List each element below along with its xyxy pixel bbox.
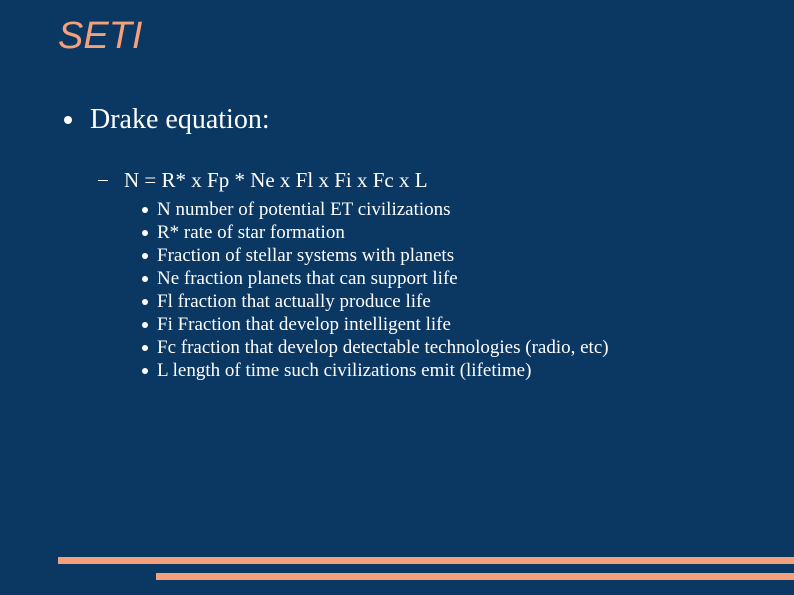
term-text: Fl fraction that actually produce life	[157, 291, 431, 312]
bullet-dot-icon	[142, 322, 148, 328]
bullet-dot-icon	[142, 276, 148, 282]
list-item	[142, 359, 609, 382]
bullet-dot-icon	[142, 299, 148, 305]
term-text: N number of potential ET civilizations	[157, 199, 451, 220]
list-item	[142, 336, 609, 359]
term-text: Ne fraction planets that can support life	[157, 268, 458, 289]
list-item	[142, 313, 609, 336]
term-text: L length of time such civilizations emit (lifetime)	[157, 360, 532, 381]
list-item	[142, 290, 609, 313]
dash-icon	[98, 180, 108, 181]
list-item	[142, 221, 609, 244]
term-text: R* rate of star formation	[157, 222, 345, 243]
term-text: Fc fraction that develop detectable technologies (radio, etc)	[157, 337, 609, 358]
bullet-dot-icon	[64, 116, 72, 124]
decorative-bar-bottom	[156, 573, 794, 580]
bullet-drake-equation	[64, 102, 270, 138]
decorative-bar-top	[58, 557, 794, 564]
list-item	[142, 267, 609, 290]
list-item	[142, 198, 609, 221]
bullet-dot-icon	[142, 368, 148, 374]
term-text: Fraction of stellar systems with planets	[157, 245, 455, 266]
sub-bullet-equation	[98, 166, 428, 194]
bullet-dot-icon	[142, 207, 148, 213]
equation-text: N = R* x Fp * Ne x Fl x Fi x Fc x L	[124, 168, 428, 192]
bullet-dot-icon	[142, 253, 148, 259]
term-text: Fi Fraction that develop intelligent life	[157, 314, 451, 335]
slide-title: SETI	[58, 15, 143, 57]
list-item	[142, 244, 609, 267]
terms-list	[142, 198, 609, 382]
bullet-dot-icon	[142, 345, 148, 351]
bullet-text: Drake equation:	[90, 104, 270, 135]
bullet-dot-icon	[142, 230, 148, 236]
